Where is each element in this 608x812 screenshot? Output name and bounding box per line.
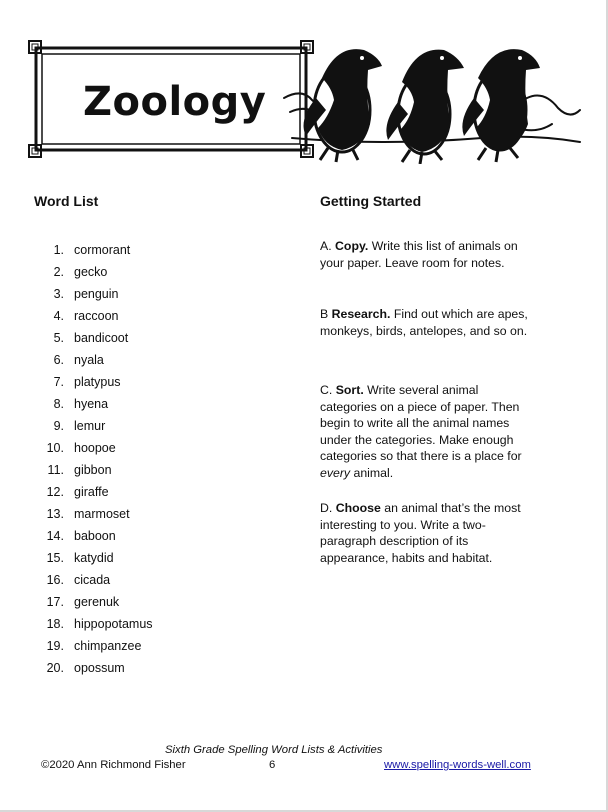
step-d-prefix: D. — [320, 501, 336, 515]
word-list-item — [36, 393, 153, 415]
word-text: chimpanzee — [74, 639, 142, 653]
word-list-item — [36, 569, 153, 591]
word-list-item — [36, 349, 153, 371]
word-text: gibbon — [74, 463, 112, 477]
word-list-item — [36, 327, 153, 349]
word-list-item — [36, 283, 153, 305]
word-list-item — [36, 591, 153, 613]
word-number: 12. — [46, 485, 64, 499]
penguin-icon — [386, 50, 464, 164]
step-c-text: Write several animal categories on a piece of paper. Then begin to write all the animal names under the categories. Make enough categories so that there is a place for — [320, 383, 522, 464]
step-b-text: Find out which are apes, monkeys, birds, antelopes, and so on. — [320, 307, 528, 338]
word-text: nyala — [74, 353, 104, 367]
word-number: 1. — [53, 243, 64, 257]
word-number: 19. — [46, 639, 64, 653]
step-a-paragraph — [320, 238, 530, 271]
word-list-item — [36, 525, 153, 547]
footer-book-title: Sixth Grade Spelling Word Lists & Activities — [165, 744, 383, 756]
word-list-item — [36, 459, 153, 481]
word-number: 6. — [53, 353, 64, 367]
word-list-item — [36, 657, 153, 679]
word-number: 2. — [53, 265, 64, 279]
word-text: hoopoe — [74, 441, 116, 455]
word-text: penguin — [74, 287, 119, 301]
word-list-item — [36, 371, 153, 393]
word-number: 11. — [47, 463, 64, 477]
word-text: giraffe — [74, 485, 109, 499]
word-text: gerenuk — [74, 595, 120, 609]
word-text: gecko — [74, 265, 108, 279]
footer-page-number: 6 — [269, 759, 276, 771]
word-text: baboon — [74, 529, 116, 543]
word-text: lemur — [74, 419, 106, 433]
word-text: raccoon — [74, 309, 119, 323]
word-text: bandicoot — [74, 331, 129, 345]
step-c-paragraph — [320, 382, 530, 482]
step-d-text: an animal that’s the most interesting to you. Write a two-paragraph description of its appearance, habits and habitat. — [320, 501, 521, 565]
word-list-item — [36, 547, 153, 569]
penguins-illustration — [282, 38, 582, 164]
penguin-icon — [462, 49, 540, 162]
word-number: 17. — [46, 595, 64, 609]
step-a-text: Write this list of animals on your paper. Leave room for notes. — [320, 239, 518, 270]
penguin-icon — [304, 49, 382, 162]
step-b-keyword: Research. — [331, 307, 391, 321]
word-list-item — [36, 261, 153, 283]
word-list — [36, 239, 153, 679]
step-a-prefix: A. — [320, 239, 336, 253]
step-b-prefix: B — [320, 307, 332, 321]
step-c-keyword: Sort. — [335, 383, 364, 397]
footer-website-link[interactable]: www.spelling-words-well.com — [384, 759, 531, 771]
word-text: cormorant — [74, 243, 131, 257]
word-text: cicada — [74, 573, 111, 587]
word-list-item — [36, 415, 153, 437]
word-number: 20. — [46, 661, 64, 675]
word-text: hyena — [74, 397, 109, 411]
word-number: 14. — [46, 529, 64, 543]
word-text: hippopotamus — [74, 617, 153, 631]
word-list-item — [36, 437, 153, 459]
word-number: 7. — [53, 375, 64, 389]
word-text: katydid — [74, 551, 114, 565]
footer-copyright: ©2020 Ann Richmond Fisher — [41, 759, 186, 771]
word-number: 3. — [53, 287, 64, 301]
word-number: 15. — [46, 551, 64, 565]
word-number: 8. — [53, 397, 64, 411]
step-b-paragraph — [320, 306, 530, 339]
word-text: opossum — [74, 661, 125, 675]
word-number: 5. — [53, 331, 64, 345]
getting-started-heading: Getting Started — [320, 193, 422, 209]
word-list-heading: Word List — [34, 193, 99, 209]
word-list-item — [36, 503, 153, 525]
word-number: 9. — [53, 419, 64, 433]
word-number: 16. — [46, 573, 64, 587]
page-title: Zoology — [83, 79, 267, 125]
word-list-item — [36, 305, 153, 327]
word-list-item — [36, 613, 153, 635]
word-text: marmoset — [74, 507, 130, 521]
word-number: 10. — [46, 441, 64, 455]
word-list-item — [36, 481, 153, 503]
word-number: 4. — [53, 309, 64, 323]
step-d-keyword: Choose — [335, 501, 381, 515]
step-a-keyword: Copy. — [335, 239, 369, 253]
step-c-prefix: C. — [320, 383, 336, 397]
word-number: 18. — [46, 617, 64, 631]
step-c-emphasis: every — [320, 465, 351, 480]
step-d-paragraph — [320, 500, 530, 566]
word-list-item — [36, 239, 153, 261]
word-list-item — [36, 635, 153, 657]
word-number: 13. — [46, 507, 64, 521]
step-c-end: animal. — [350, 465, 394, 480]
word-text: platypus — [74, 375, 121, 389]
